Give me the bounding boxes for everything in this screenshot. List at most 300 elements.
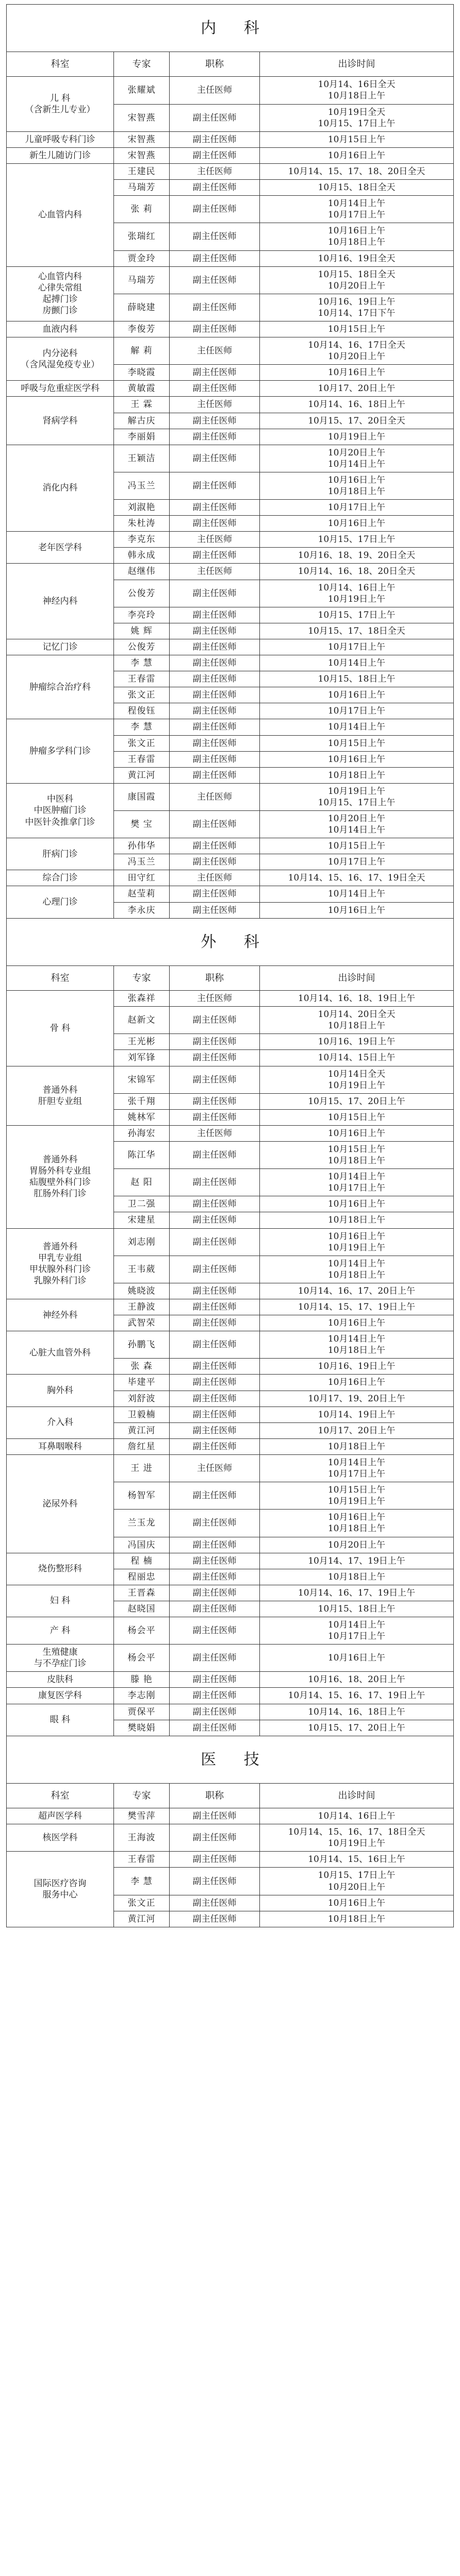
doctor-title: 副主任医师 [170, 1704, 260, 1720]
doctor-name: 王光彬 [114, 1034, 170, 1050]
department-cell [7, 870, 114, 886]
department-name: 甲状腺外科门诊 [29, 1264, 91, 1275]
doctor-name: 孙鹏飞 [114, 1331, 170, 1359]
table-row [7, 532, 454, 548]
clinic-time: 10月17日上午 [327, 1469, 386, 1480]
clinic-time: 10月15日上午 [327, 324, 386, 334]
department-name: 血液内科 [42, 324, 78, 334]
department-name: 呼吸与危重症医学科 [21, 383, 100, 394]
department-cell [7, 266, 114, 321]
clinic-time: 10月19日上午 [327, 431, 386, 442]
clinic-time-cell [260, 196, 454, 223]
doctor-title: 副主任医师 [170, 1911, 260, 1927]
clinic-time: 10月14日上午 [327, 889, 386, 900]
department-cell [7, 564, 114, 639]
department-cell [7, 1704, 114, 1736]
doctor-title: 副主任医师 [170, 1482, 260, 1510]
clinic-time: 10月17、19、20日上午 [308, 1393, 405, 1404]
doctor-title: 副主任医师 [170, 639, 260, 655]
clinic-time: 10月17日上午 [327, 641, 386, 652]
clinic-time: 10月19日上午 [327, 1838, 386, 1849]
clinic-time-cell [260, 147, 454, 163]
department-name: 老年医学科 [38, 542, 82, 553]
clinic-time: 10月14、16、18日上午 [308, 399, 405, 410]
department-cell [7, 1852, 114, 1927]
clinic-time-cell [260, 472, 454, 499]
doctor-name: 杨会平 [114, 1645, 170, 1672]
doctor-title: 副主任医师 [170, 1359, 260, 1375]
clinic-time: 10月16日上午 [327, 754, 386, 765]
department-name: 疝腹壁外科门诊 [29, 1177, 91, 1188]
clinic-time: 10月18日上午 [327, 1156, 386, 1166]
doctor-name: 宋建星 [114, 1212, 170, 1228]
department-name: 胃肠外科专业组 [29, 1166, 91, 1177]
department-name: 烧伤整形科 [38, 1564, 82, 1574]
clinic-time-cell [260, 687, 454, 703]
clinic-time-cell [260, 250, 454, 266]
doctor-title: 副主任医师 [170, 1868, 260, 1895]
department-cell [7, 131, 114, 147]
doctor-name: 詹红星 [114, 1438, 170, 1454]
table-row [7, 838, 454, 854]
clinic-time-cell [260, 1034, 454, 1050]
doctor-title: 主任医师 [170, 870, 260, 886]
doctor-name: 宋智燕 [114, 104, 170, 131]
clinic-time: 10月17日上午 [327, 706, 386, 717]
doctor-name: 赵 阳 [114, 1169, 170, 1196]
clinic-time-cell [260, 429, 454, 445]
table-row [7, 870, 454, 886]
doctor-title: 副主任医师 [170, 580, 260, 607]
department-name: 心血管内科 [38, 210, 82, 221]
clinic-time: 10月15、17日上午 [318, 797, 396, 808]
doctor-name: 李 慧 [114, 1868, 170, 1895]
doctor-name: 宋锦军 [114, 1066, 170, 1093]
clinic-time-cell [260, 445, 454, 472]
doctor-title: 副主任医师 [170, 719, 260, 735]
clinic-time: 10月14、15、17、18、20日全天 [288, 166, 425, 177]
table-row [7, 1824, 454, 1852]
doctor-title: 副主任医师 [170, 1510, 260, 1537]
doctor-name: 程俊钰 [114, 703, 170, 719]
doctor-title: 副主任医师 [170, 703, 260, 719]
clinic-time: 10月16日上午 [327, 1377, 386, 1388]
department-name: 心律失常组 [38, 283, 82, 294]
doctor-title: 副主任医师 [170, 223, 260, 250]
clinic-time-cell [260, 1359, 454, 1375]
doctor-title: 副主任医师 [170, 131, 260, 147]
clinic-time: 10月14日全天 [327, 1069, 386, 1079]
table-row [7, 1553, 454, 1569]
table-row [7, 1704, 454, 1720]
department-name: 超声医学科 [38, 1811, 82, 1822]
clinic-time: 10月18日上午 [327, 1269, 386, 1280]
clinic-time-cell [260, 719, 454, 735]
table-row [7, 445, 454, 472]
clinic-time-cell [260, 413, 454, 429]
clinic-time-cell [260, 223, 454, 250]
doctor-name: 田守红 [114, 870, 170, 886]
doctor-title: 副主任医师 [170, 147, 260, 163]
department-name: 妇 科 [50, 1596, 71, 1606]
department-cell [7, 1406, 114, 1438]
department-name: 骨 科 [50, 1023, 71, 1033]
column-header-time: 出诊时间 [260, 1783, 454, 1808]
doctor-title: 副主任医师 [170, 1808, 260, 1824]
doctor-name: 薛晓建 [114, 294, 170, 321]
department-cell [7, 321, 114, 337]
doctor-name: 张文正 [114, 735, 170, 751]
doctor-name: 杨智军 [114, 1482, 170, 1510]
table-row [7, 639, 454, 655]
doctor-name: 王 霖 [114, 397, 170, 413]
department-name: 康复医学科 [38, 1690, 82, 1701]
doctor-title: 副主任医师 [170, 1141, 260, 1168]
clinic-time: 10月14、16、17日全天 [308, 340, 405, 351]
clinic-time: 10月16日上午 [327, 1231, 386, 1242]
department-name: 综合门诊 [42, 873, 78, 884]
department-name: 肿瘤综合治疗科 [29, 682, 91, 692]
doctor-name: 王建民 [114, 163, 170, 179]
department-cell [7, 445, 114, 532]
clinic-time-cell [260, 1141, 454, 1168]
doctor-title: 副主任医师 [170, 1212, 260, 1228]
clinic-time-cell [260, 810, 454, 838]
clinic-time: 10月15、18日全天 [318, 182, 396, 193]
doctor-title: 主任医师 [170, 1125, 260, 1141]
table-row [7, 1228, 454, 1256]
doctor-title: 副主任医师 [170, 1299, 260, 1315]
table-row [7, 1688, 454, 1704]
clinic-time-cell [260, 1391, 454, 1406]
doctor-name: 公俊芳 [114, 580, 170, 607]
doctor-name: 赵莹莉 [114, 886, 170, 902]
doctor-title: 副主任医师 [170, 1228, 260, 1256]
clinic-time: 10月14、16、17、20日上午 [298, 1285, 416, 1296]
clinic-time: 10月14日上午 [327, 722, 386, 733]
column-header-title: 职称 [170, 965, 260, 990]
clinic-time-cell [260, 500, 454, 516]
clinic-time: 10月18日上午 [327, 1345, 386, 1356]
clinic-time-cell [260, 1553, 454, 1569]
department-cell [7, 1375, 114, 1406]
clinic-time-cell [260, 1688, 454, 1704]
clinic-time: 10月18日上午 [327, 1913, 386, 1924]
doctor-title: 副主任医师 [170, 902, 260, 918]
doctor-name: 宋智燕 [114, 131, 170, 147]
clinic-time-cell [260, 1852, 454, 1868]
clinic-time: 10月16日上午 [327, 226, 386, 236]
department-name: 神经内科 [42, 596, 78, 607]
department-name: 儿童呼吸专科门诊 [25, 134, 95, 145]
clinic-time-cell [260, 639, 454, 655]
clinic-time-cell [260, 397, 454, 413]
table-row [7, 719, 454, 735]
clinic-time: 10月14日上午 [327, 1457, 386, 1468]
clinic-time-cell [260, 321, 454, 337]
clinic-time: 10月14、15、16、17、19日全天 [288, 873, 425, 884]
doctor-title: 副主任医师 [170, 1852, 260, 1868]
doctor-name: 孙伟华 [114, 838, 170, 854]
doctor-title: 副主任医师 [170, 321, 260, 337]
clinic-time: 10月18日上午 [327, 1523, 386, 1534]
department-name: 普通外科 [42, 1241, 78, 1252]
doctor-title: 副主任医师 [170, 1688, 260, 1704]
doctor-title: 副主任医师 [170, 1007, 260, 1034]
clinic-time-cell [260, 266, 454, 294]
doctor-title: 副主任医师 [170, 180, 260, 196]
doctor-name: 王 进 [114, 1454, 170, 1482]
duty-roster-table [6, 4, 454, 1927]
doctor-name: 冯玉兰 [114, 854, 170, 870]
clinic-time: 10月15、18日上午 [318, 1603, 396, 1614]
department-cell [7, 1438, 114, 1454]
doctor-name: 樊 宝 [114, 810, 170, 838]
doctor-name: 滕 艳 [114, 1672, 170, 1688]
clinic-time-cell [260, 1482, 454, 1510]
clinic-time-cell [260, 1585, 454, 1601]
doctor-name: 程丽忠 [114, 1569, 170, 1585]
department-name: 胸外科 [47, 1385, 73, 1396]
department-cell [7, 381, 114, 397]
department-cell [7, 838, 114, 870]
department-name: 新生儿随访门诊 [29, 150, 91, 161]
doctor-title: 副主任医师 [170, 104, 260, 131]
doctor-title: 副主任医师 [170, 429, 260, 445]
table-row [7, 381, 454, 397]
doctor-title: 副主任医师 [170, 1315, 260, 1331]
doctor-name: 陈江华 [114, 1141, 170, 1168]
clinic-time-cell [260, 77, 454, 104]
department-cell [7, 163, 114, 266]
clinic-time: 10月19日全天 [327, 107, 386, 117]
doctor-title: 副主任医师 [170, 854, 260, 870]
doctor-title: 副主任医师 [170, 445, 260, 472]
doctor-title: 副主任医师 [170, 767, 260, 783]
clinic-time-cell [260, 1406, 454, 1422]
clinic-time: 10月14日上午 [327, 825, 386, 836]
clinic-time: 10月18日上午 [327, 237, 386, 248]
clinic-time-cell [260, 163, 454, 179]
clinic-time: 10月15、17日上午 [318, 534, 396, 545]
doctor-title: 副主任医师 [170, 1422, 260, 1438]
department-name: 中医针灸推拿门诊 [25, 817, 95, 827]
clinic-time-cell [260, 1256, 454, 1283]
doctor-name: 赵继伟 [114, 564, 170, 580]
department-name: 内分泌科 [42, 348, 78, 359]
department-cell [7, 886, 114, 918]
doctor-name: 王韦葳 [114, 1256, 170, 1283]
department-name: （含风湿免疫专业） [21, 359, 100, 370]
clinic-time-cell [260, 532, 454, 548]
clinic-time: 10月14、16、17、19日上午 [298, 1587, 416, 1598]
doctor-title: 副主任医师 [170, 1391, 260, 1406]
column-header-row [7, 965, 454, 990]
clinic-time-cell [260, 1672, 454, 1688]
clinic-time: 10月14、15日上午 [318, 1053, 396, 1063]
doctor-name: 公俊芳 [114, 639, 170, 655]
clinic-time: 10月16日上午 [327, 1199, 386, 1210]
clinic-time-cell [260, 564, 454, 580]
department-cell [7, 1585, 114, 1617]
department-cell [7, 639, 114, 655]
doctor-name: 李 慧 [114, 719, 170, 735]
section-title: 医 技 [7, 1736, 454, 1783]
doctor-title: 主任医师 [170, 532, 260, 548]
doctor-title: 主任医师 [170, 77, 260, 104]
clinic-time: 10月14、16、18、19日上午 [298, 993, 416, 1004]
doctor-title: 副主任医师 [170, 1537, 260, 1553]
doctor-title: 副主任医师 [170, 886, 260, 902]
doctor-name: 贾保平 [114, 1704, 170, 1720]
clinic-time: 10月15日上午 [327, 1485, 386, 1496]
doctor-title: 副主任医师 [170, 472, 260, 499]
doctor-title: 副主任医师 [170, 1645, 260, 1672]
clinic-time: 10月14、16日上午 [318, 582, 396, 593]
clinic-time-cell [260, 1537, 454, 1553]
clinic-time: 10月15、17日上午 [318, 609, 396, 620]
clinic-time-cell [260, 1331, 454, 1359]
table-row [7, 321, 454, 337]
doctor-title: 副主任医师 [170, 250, 260, 266]
doctor-name: 韩永成 [114, 548, 170, 564]
department-cell [7, 1553, 114, 1585]
clinic-time: 10月15、18日上午 [318, 674, 396, 685]
doctor-title: 副主任医师 [170, 1256, 260, 1283]
clinic-time-cell [260, 1169, 454, 1196]
clinic-time: 10月16日上午 [327, 474, 386, 485]
doctor-name: 卫二强 [114, 1196, 170, 1212]
table-row [7, 77, 454, 104]
department-cell [7, 1824, 114, 1852]
table-row [7, 886, 454, 902]
clinic-time: 10月14、17日下午 [318, 308, 396, 318]
doctor-name: 赵晓国 [114, 1601, 170, 1617]
table-row [7, 1331, 454, 1359]
doctor-title: 副主任医师 [170, 1283, 260, 1299]
table-row [7, 991, 454, 1007]
clinic-time: 10月18日上午 [327, 1571, 386, 1582]
table-row [7, 131, 454, 147]
department-cell [7, 337, 114, 381]
department-cell [7, 147, 114, 163]
table-row [7, 1375, 454, 1391]
doctor-name: 黄江河 [114, 767, 170, 783]
department-name: 房颤门诊 [42, 306, 78, 316]
department-cell [7, 1672, 114, 1688]
doctor-title: 主任医师 [170, 397, 260, 413]
department-name: 乳腺外科门诊 [34, 1275, 87, 1286]
doctor-title: 副主任医师 [170, 810, 260, 838]
clinic-time: 10月20日上午 [327, 280, 386, 291]
doctor-name: 赵新文 [114, 1007, 170, 1034]
clinic-time-cell [260, 1911, 454, 1927]
column-header-time: 出诊时间 [260, 965, 454, 990]
table-row [7, 564, 454, 580]
clinic-time: 10月14日上午 [327, 1172, 386, 1182]
clinic-time: 10月20日上午 [327, 1882, 386, 1892]
doctor-name: 武智荣 [114, 1315, 170, 1331]
table-row [7, 1066, 454, 1093]
clinic-time: 10月17日上午 [327, 1183, 386, 1194]
doctor-title: 副主任医师 [170, 381, 260, 397]
doctor-name: 康国霞 [114, 783, 170, 810]
clinic-time: 10月15、17、20日上午 [308, 1722, 405, 1733]
doctor-name: 黄江河 [114, 1422, 170, 1438]
clinic-time-cell [260, 1868, 454, 1895]
doctor-name: 张耀斌 [114, 77, 170, 104]
clinic-time-cell [260, 365, 454, 381]
clinic-time-cell [260, 1645, 454, 1672]
clinic-time: 10月16日上午 [327, 1897, 386, 1908]
department-cell [7, 1066, 114, 1125]
clinic-time: 10月16、19日上午 [318, 1361, 396, 1372]
doctor-title: 副主任医师 [170, 548, 260, 564]
clinic-time-cell [260, 1601, 454, 1617]
clinic-time-cell [260, 783, 454, 810]
doctor-name: 宋智燕 [114, 147, 170, 163]
section-header-row [7, 1736, 454, 1783]
doctor-name: 姚晓波 [114, 1283, 170, 1299]
table-row [7, 397, 454, 413]
clinic-time: 10月16日上午 [327, 367, 386, 378]
doctor-title: 副主任医师 [170, 1331, 260, 1359]
clinic-time: 10月14日上午 [327, 198, 386, 209]
doctor-name: 朱杜涛 [114, 516, 170, 532]
doctor-name: 张森祥 [114, 991, 170, 1007]
clinic-time-cell [260, 1212, 454, 1228]
doctor-name: 毕建平 [114, 1375, 170, 1391]
table-row [7, 1406, 454, 1422]
department-cell [7, 1808, 114, 1824]
column-header-time: 出诊时间 [260, 52, 454, 77]
doctor-title: 副主任医师 [170, 266, 260, 294]
clinic-time: 10月18日上午 [327, 91, 386, 101]
doctor-title: 副主任医师 [170, 655, 260, 671]
department-name: 消化内科 [42, 483, 78, 494]
doctor-title: 副主任医师 [170, 751, 260, 767]
column-header-title: 职称 [170, 52, 260, 77]
department-cell [7, 397, 114, 445]
clinic-time-cell [260, 671, 454, 687]
clinic-time: 10月14日上午 [327, 658, 386, 669]
clinic-time-cell [260, 337, 454, 365]
clinic-time-cell [260, 580, 454, 607]
clinic-time: 10月15、17日上午 [318, 118, 396, 129]
department-cell [7, 1228, 114, 1299]
doctor-name: 解 莉 [114, 337, 170, 365]
clinic-time-cell [260, 1569, 454, 1585]
clinic-time-cell [260, 703, 454, 719]
doctor-name: 王春雷 [114, 751, 170, 767]
clinic-time-cell [260, 381, 454, 397]
clinic-time: 10月17日上午 [327, 210, 386, 221]
clinic-time: 10月14、15、16、17、18日全天 [288, 1827, 425, 1838]
clinic-time-cell [260, 1510, 454, 1537]
doctor-name: 李志刚 [114, 1688, 170, 1704]
doctor-title: 主任医师 [170, 783, 260, 810]
clinic-time: 10月14日上午 [327, 1258, 386, 1269]
table-row [7, 1299, 454, 1315]
clinic-time: 10月19日上午 [327, 1496, 386, 1507]
doctor-title: 副主任医师 [170, 607, 260, 623]
section-header-row [7, 918, 454, 965]
clinic-time: 10月16日上午 [327, 518, 386, 529]
doctor-name: 贾金玲 [114, 250, 170, 266]
department-name: 核医学科 [42, 1833, 78, 1843]
doctor-title: 副主任医师 [170, 838, 260, 854]
roster-body [7, 5, 454, 1927]
